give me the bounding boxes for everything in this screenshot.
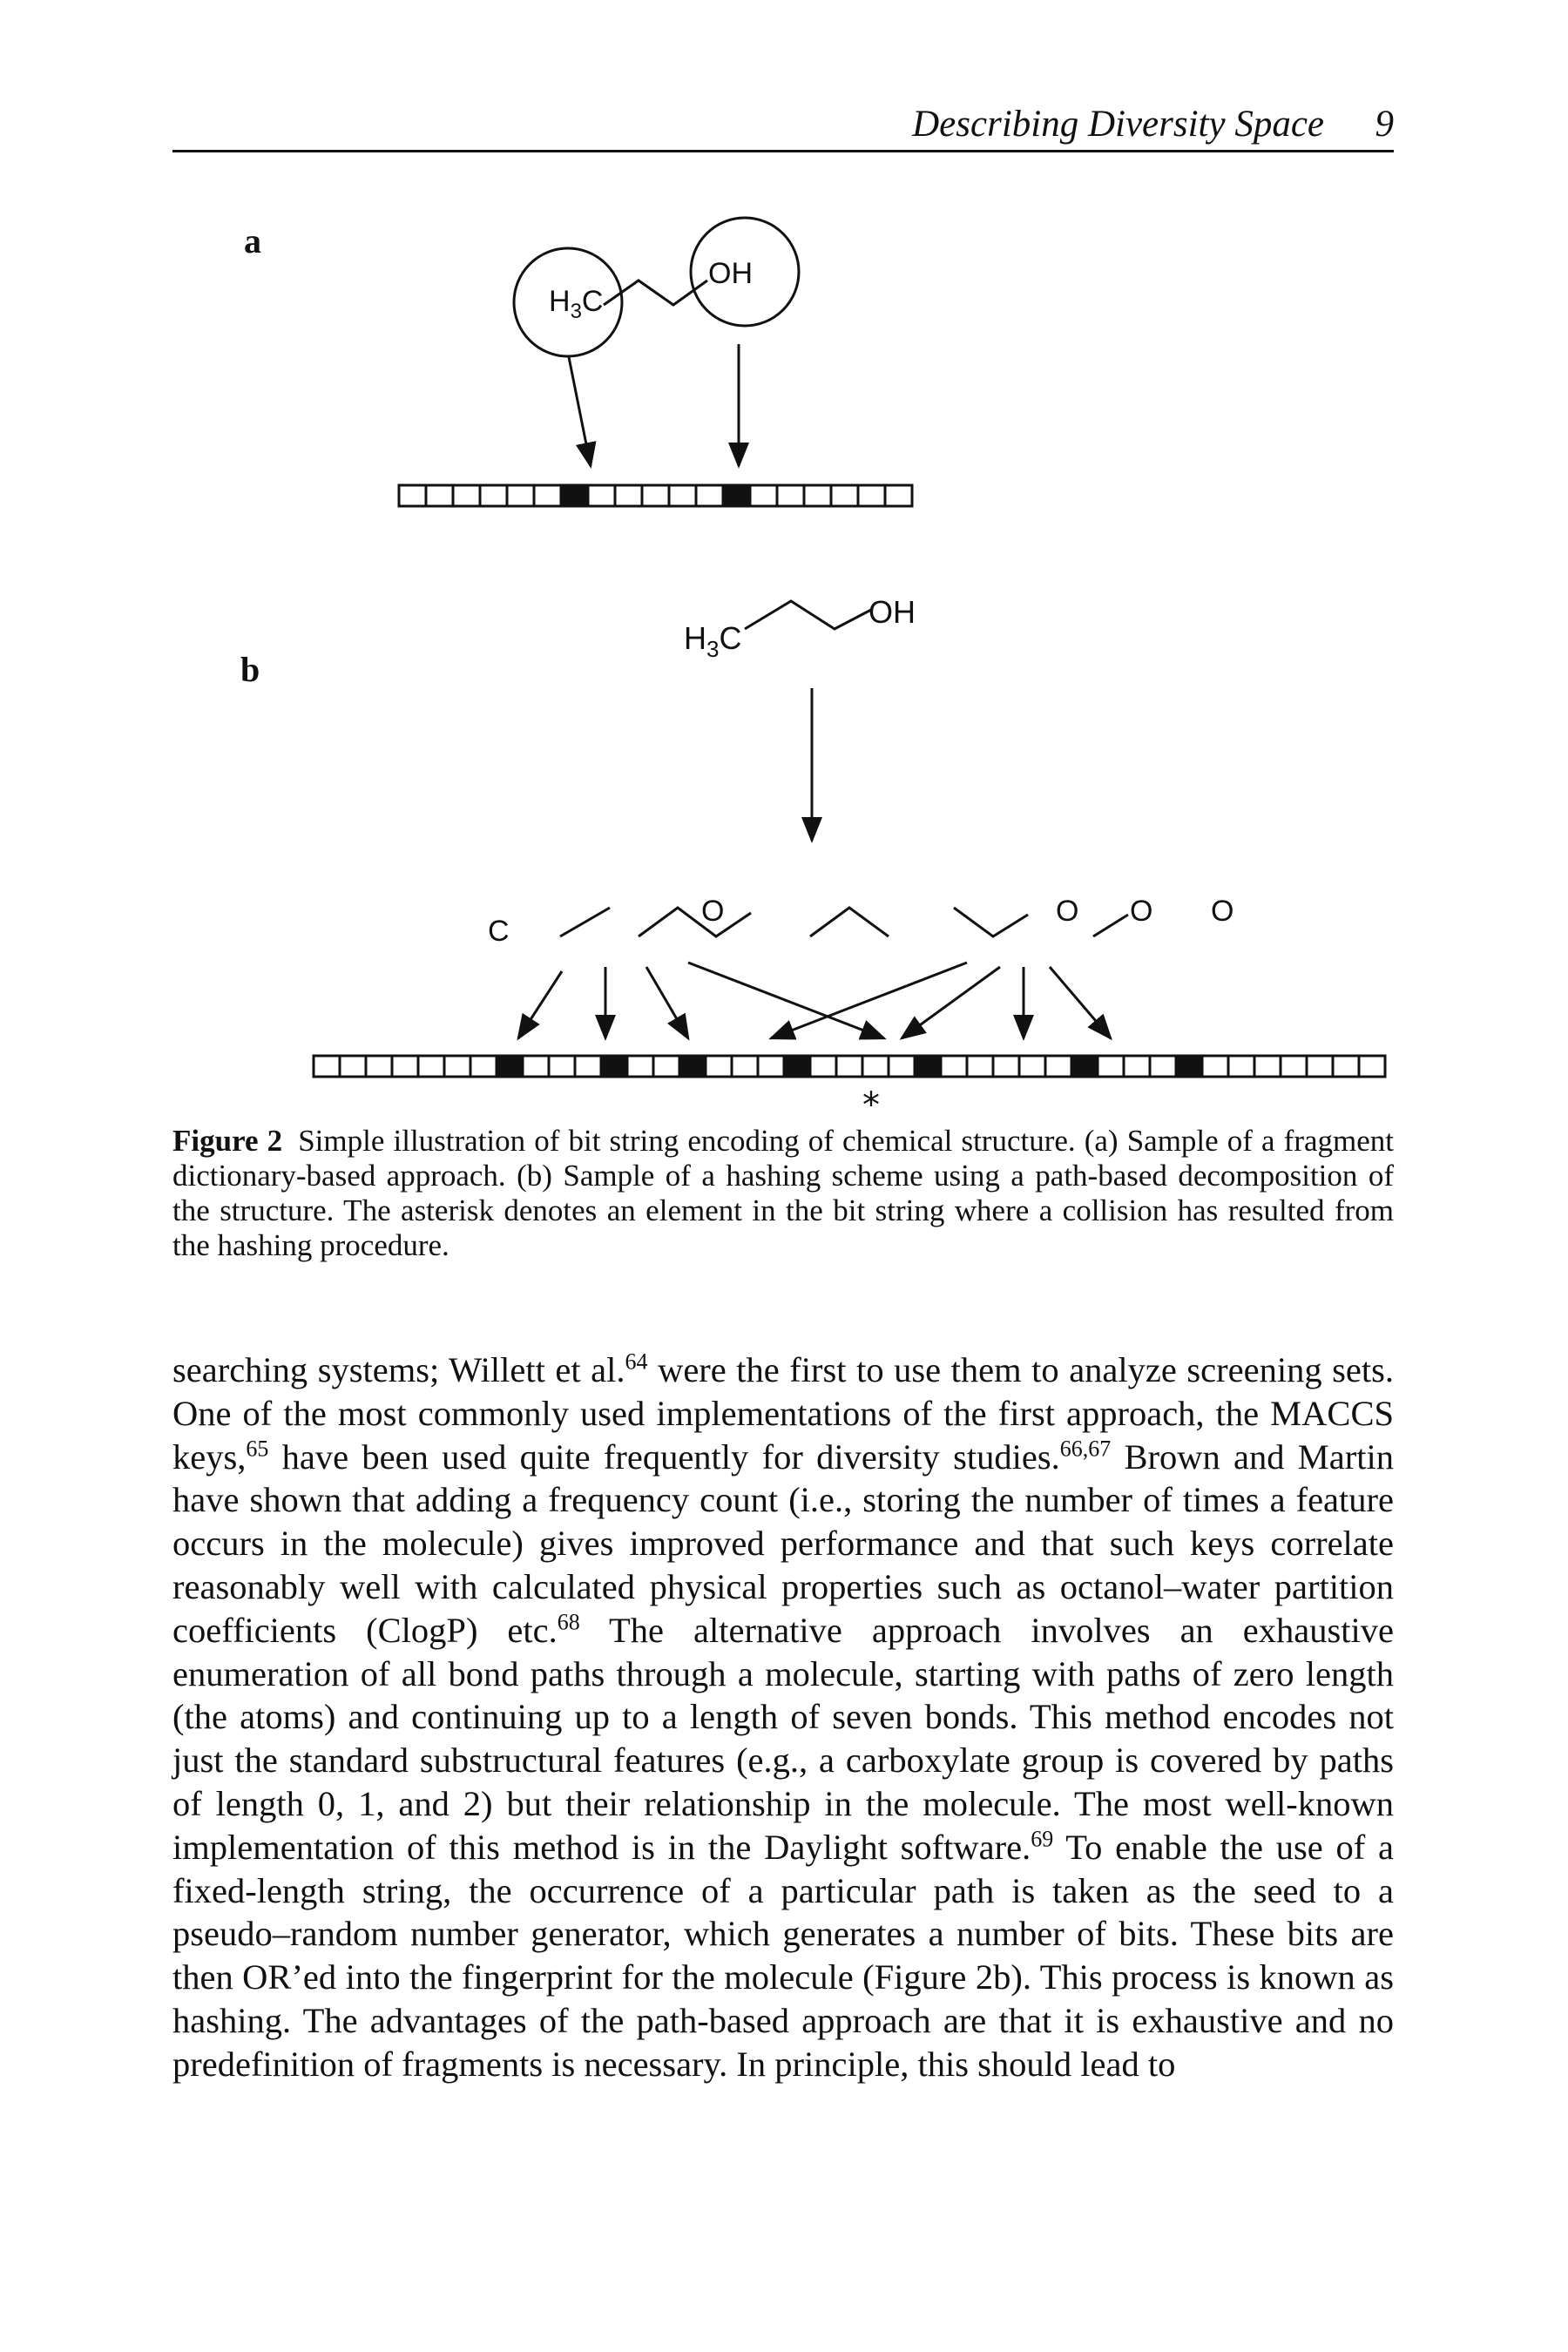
bit-b-9: [549, 1056, 575, 1077]
bit-b-30: [1098, 1056, 1124, 1077]
bit-b-24: [941, 1056, 967, 1077]
arrow-4: [688, 963, 884, 1038]
panel-b-label: b: [240, 650, 260, 689]
bit-b-32: [1150, 1056, 1176, 1077]
bit-b-10: [575, 1056, 601, 1077]
body-text-2: were the first to use them to analyze screening sets. One of the most commonly used implementations of the first approach, the MACCS keys,: [172, 1350, 1394, 1477]
arrow-3: [646, 967, 688, 1038]
bit-a-4: [507, 485, 534, 506]
panel-a-label: a: [244, 221, 261, 260]
bit-b-29: [1071, 1056, 1098, 1077]
path-label-o-3: O: [1130, 895, 1153, 928]
reference-64: 64: [625, 1348, 648, 1375]
caption-text: Simple illustration of bit string encoding of chemical structure. (a) Sample of a fragment dictionary-based approach. (b) Sample of a hashing scheme using a path-based decomposition of the structure. The asterisk denotes an element in the bit string where a collision has resulted from the hashing procedure.: [172, 1124, 1394, 1262]
bit-a-17: [858, 485, 885, 506]
bit-b-28: [1045, 1056, 1071, 1077]
bit-b-13: [653, 1056, 679, 1077]
path-label-o-1: O: [701, 895, 725, 928]
bit-a-2: [453, 485, 480, 506]
bit-b-22: [889, 1056, 915, 1077]
bit-b-6: [470, 1056, 497, 1077]
bit-b-2: [366, 1056, 392, 1077]
bit-b-37: [1281, 1056, 1307, 1077]
bit-string-a: [399, 485, 912, 506]
bit-b-26: [993, 1056, 1019, 1077]
bit-b-4: [418, 1056, 444, 1077]
bit-b-25: [967, 1056, 993, 1077]
running-title: Describing Diversity Space: [912, 104, 1324, 145]
bit-b-14: [679, 1056, 706, 1077]
arrow-methyl: [569, 357, 591, 466]
body-text-6: To enable the use of a fixed-length string, the occurrence of a particular path is taken as the seed to a pseudo–random number generator, which generates a number of bits. These bits are then OR’ed into the fingerprint for the molecule (Figure 2b). This process is known as hashing. The advantages of the path-based approach are that it is exhaustive and no predefinition of fragments is necessary. In principle, this should lead to: [172, 1827, 1394, 2084]
bit-b-8: [523, 1056, 549, 1077]
path-co-bond: [1093, 915, 1128, 936]
bit-b-12: [627, 1056, 653, 1077]
arrow-6: [902, 967, 1000, 1038]
bit-a-14: [777, 485, 804, 506]
figure-2: [0, 0, 1568, 1106]
bit-b-15: [706, 1056, 732, 1077]
body-paragraph: [172, 1348, 1394, 2086]
reference-69: 69: [1031, 1826, 1054, 1852]
bit-a-6: [561, 485, 588, 506]
hydroxyl-label: OH: [708, 257, 753, 290]
bit-a-3: [480, 485, 507, 506]
bit-a-16: [831, 485, 858, 506]
arrow-5: [771, 963, 967, 1038]
bit-b-31: [1124, 1056, 1150, 1077]
path-co-chain: [954, 908, 1028, 936]
bit-a-18: [885, 485, 912, 506]
bit-b-34: [1202, 1056, 1228, 1077]
bit-b-33: [1176, 1056, 1202, 1077]
bit-a-8: [615, 485, 642, 506]
bit-b-20: [836, 1056, 862, 1077]
bit-string-b: [314, 1056, 1385, 1077]
path-ethanol-fragment: [639, 908, 751, 936]
collision-asterisk: *: [862, 1085, 880, 1106]
bit-b-0: [314, 1056, 340, 1077]
bit-b-36: [1254, 1056, 1281, 1077]
bit-b-23: [915, 1056, 941, 1077]
body-text-4: Brown and Martin have shown that adding a frequency count (i.e., storing the number of times a feature occurs in the molecule) gives improved performance and that such keys correlate reasonably well with calculated physical properties such as octanol–water partition coefficients (ClogP) etc.: [172, 1436, 1394, 1650]
path-label-c: C: [488, 915, 510, 948]
page-number: 9: [1375, 104, 1394, 145]
reference-65: 65: [246, 1436, 269, 1462]
body-text-3: have been used quite frequently for diversity studies.: [268, 1436, 1060, 1477]
body-text-5: The alternative approach involves an exhaustive enumeration of all bond paths through a molecule, starting with paths of zero length (the atoms) and continuing up to a length of seven bonds. This method encodes not just the standard substructural features (e.g., a carboxylate group is covered by paths of length 0, 1, and 2) but their relationship in the molecule. The most well-known implementation of this method is in the Daylight software.: [172, 1610, 1394, 1867]
bit-a-11: [696, 485, 723, 506]
reference-68: 68: [557, 1609, 580, 1635]
bit-b-11: [601, 1056, 627, 1077]
bit-a-15: [804, 485, 831, 506]
bit-b-3: [392, 1056, 418, 1077]
bit-b-35: [1228, 1056, 1254, 1077]
bit-b-7: [497, 1056, 523, 1077]
bit-a-12: [723, 485, 750, 506]
methyl-label: $H_3C$: [549, 285, 604, 323]
molecule-b-bonds: [745, 601, 871, 629]
body-text-1: searching systems; Willett et al.: [172, 1350, 625, 1389]
panel-b-structure: [518, 601, 1128, 1038]
molecule-hydroxyl-label: OH: [868, 594, 916, 630]
path-label-o-2: O: [1056, 895, 1079, 928]
bit-a-5: [534, 485, 561, 506]
bit-b-16: [732, 1056, 758, 1077]
bit-b-39: [1333, 1056, 1359, 1077]
bit-b-1: [340, 1056, 366, 1077]
arrow-8: [1050, 967, 1111, 1038]
figure-label: Figure 2: [172, 1124, 283, 1158]
path-label-o-4: O: [1211, 895, 1234, 928]
bit-a-9: [642, 485, 669, 506]
bit-b-38: [1307, 1056, 1333, 1077]
bit-b-17: [758, 1056, 784, 1077]
bit-b-21: [862, 1056, 889, 1077]
bit-a-7: [588, 485, 615, 506]
arrow-1: [518, 971, 562, 1038]
bit-a-0: [399, 485, 426, 506]
bit-b-19: [810, 1056, 836, 1077]
molecule-methyl-label: $H_3C$: [684, 620, 742, 662]
bit-a-1: [426, 485, 453, 506]
bit-a-10: [669, 485, 696, 506]
reference-66-67: 66,67: [1059, 1436, 1112, 1462]
bit-b-40: [1359, 1056, 1385, 1077]
bit-b-18: [784, 1056, 810, 1077]
bit-b-27: [1019, 1056, 1045, 1077]
panel-a-structure: [514, 218, 799, 466]
path-ethyl: [810, 908, 889, 936]
figure-caption: [172, 1124, 1394, 1263]
bit-a-13: [750, 485, 777, 506]
path-ch3-bond: [560, 908, 610, 936]
bit-b-5: [444, 1056, 470, 1077]
